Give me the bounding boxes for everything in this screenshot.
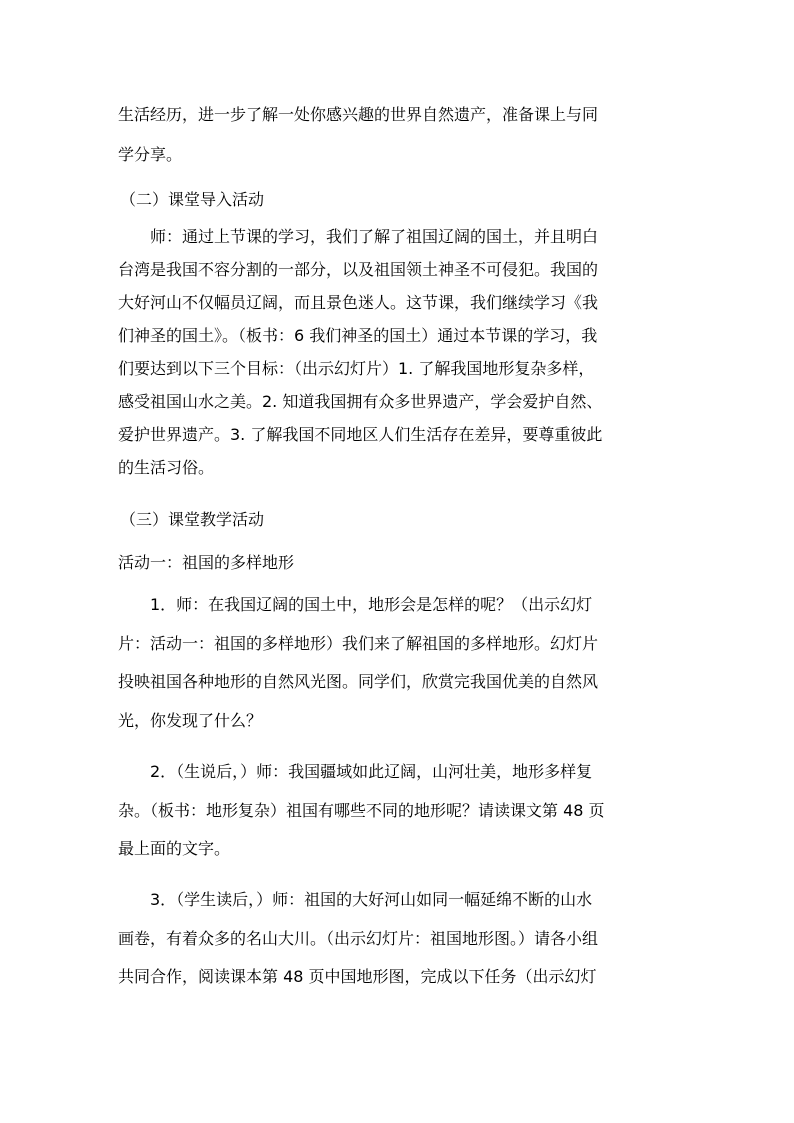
text-line: 学分享。: [118, 145, 183, 164]
text-line: 投映祖国各种地形的自然风光图。同学们，欣赏完我国优美的自然风: [118, 672, 599, 691]
text-line: 杂。（板书：地形复杂）祖国有哪些不同的地形呢？请读课文第 48 页: [118, 801, 605, 820]
activity-heading: 活动一：祖国的多样地形: [118, 553, 295, 572]
text-line: 的生活习俗。: [118, 458, 215, 477]
text-line: 台湾是我国不容分割的一部分，以及祖国领土神圣不可侵犯。我国的: [118, 260, 599, 279]
text-line: 1．师：在我国辽阔的国土中，地形会是怎样的呢？（出示幻灯: [150, 595, 593, 614]
section-heading: （三）课堂教学活动: [120, 510, 265, 529]
text-line: 2．（生说后，）师：我国疆域如此辽阔，山河壮美，地形多样复: [150, 762, 593, 781]
text-line: 片：活动一：祖国的多样地形）我们来了解祖国的多样地形。幻灯片: [118, 634, 599, 653]
text-line: 爱护世界遗产。3. 了解我国不同地区人们生活存在差异，要尊重彼此: [118, 425, 603, 444]
text-line: 大好河山不仅幅员辽阔，而且景色迷人。这节课，我们继续学习《我: [118, 293, 599, 312]
text-line: 师：通过上节课的学习，我们了解了祖国辽阔的国土，并且明白: [150, 227, 599, 246]
text-line: 们要达到以下三个目标：（出示幻灯片）1. 了解我国地形复杂多样，: [118, 359, 595, 378]
text-line: 感受祖国山水之美。2. 知道我国拥有众多世界遗产，学会爱护自然、: [118, 392, 603, 411]
text-line: 3．（学生读后，）师：祖国的大好河山如同一幅延绵不断的山水: [150, 890, 593, 909]
text-line: 生活经历，进一步了解一处你感兴趣的世界自然遗产，准备课上与同: [118, 105, 599, 124]
text-line: 最上面的文字。: [118, 839, 231, 858]
text-line: 光，你发现了什么？: [118, 711, 263, 730]
section-heading: （二）课堂导入活动: [120, 190, 265, 209]
text-line: 共同合作，阅读课本第 48 页中国地形图，完成以下任务（出示幻灯: [118, 967, 597, 986]
text-line: 们神圣的国土》。（板书：6 我们神圣的国土）通过本节课的学习，我: [118, 326, 598, 345]
text-line: 画卷，有着众多的名山大川。（出示幻灯片：祖国地形图。）请各小组: [118, 929, 599, 948]
